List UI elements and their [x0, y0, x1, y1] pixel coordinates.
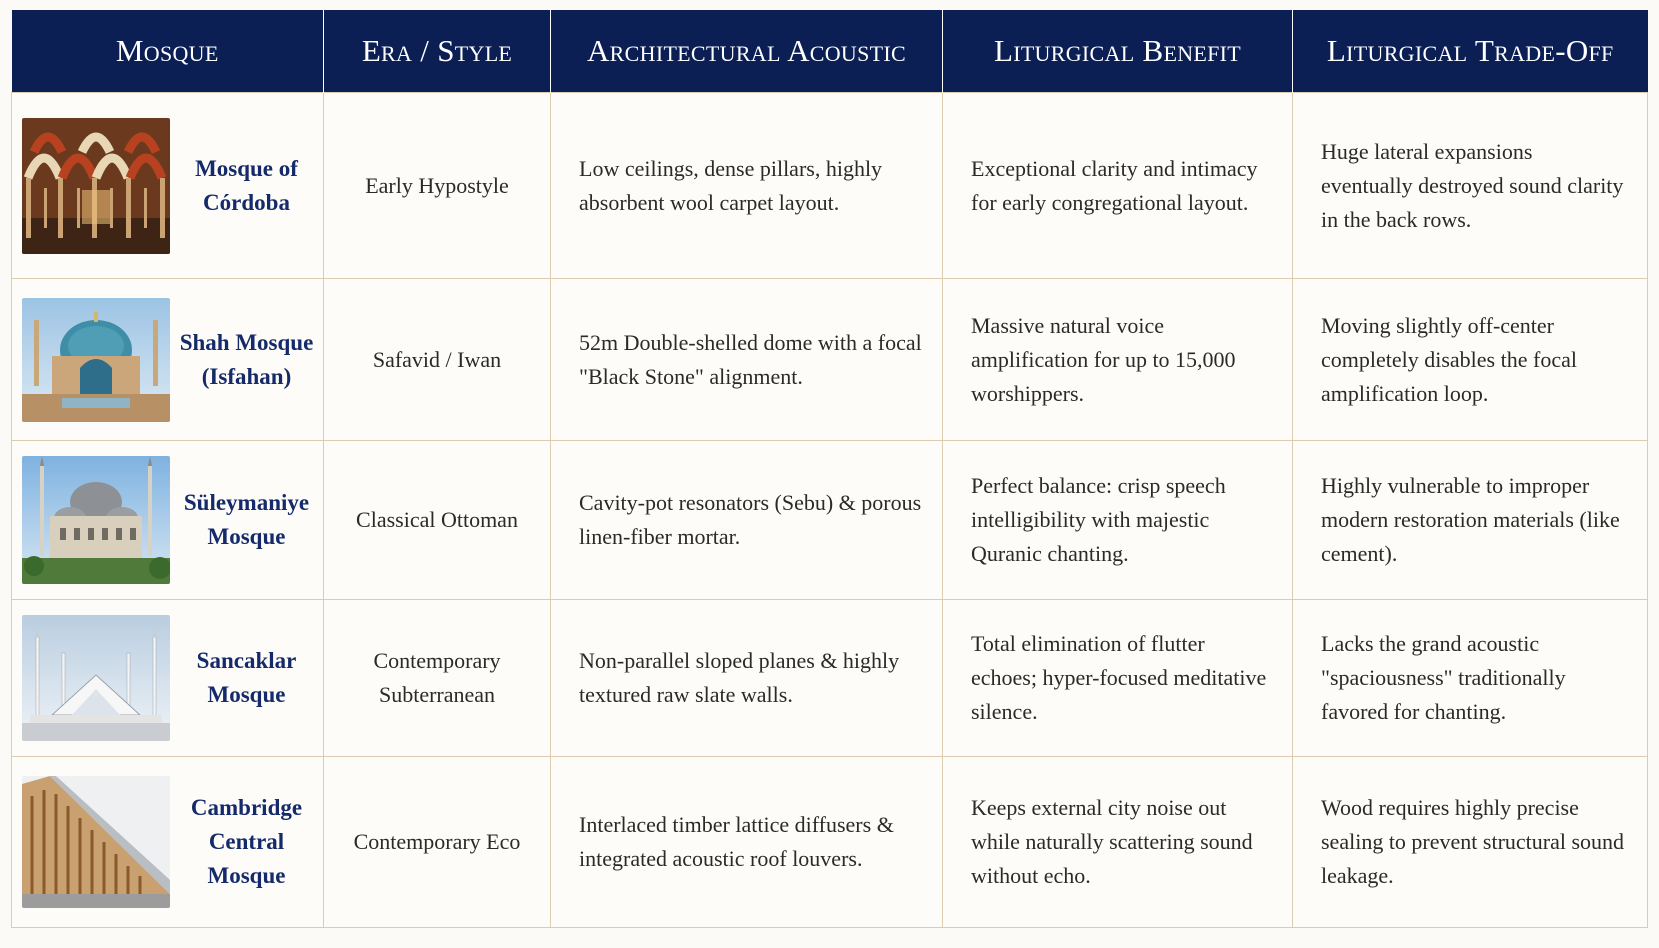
mosque-cell: [12, 757, 324, 928]
cambridge-mosque-image: [22, 776, 170, 908]
era-cell: [324, 441, 551, 600]
era-line1: Contemporary: [373, 648, 501, 673]
era-line1: Classical Ottoman: [356, 507, 518, 532]
header-era-style: Era / Style: [324, 10, 551, 93]
header-liturgical-trade-off: Liturgical Trade-Off: [1293, 10, 1648, 93]
tradeoff-cell: Huge lateral expansions eventually destroyed sound clarity in the back rows.: [1293, 93, 1648, 279]
mosque-cell: [12, 600, 324, 757]
mosque-acoustics-table: [11, 10, 1648, 928]
comparison-table-wrapper: [11, 10, 1647, 927]
table-row: [12, 279, 1648, 441]
benefit-cell: Total elimination of flutter echoes; hyper-focused meditative silence.: [943, 600, 1293, 757]
tradeoff-cell: Lacks the grand acoustic "spaciousness" traditionally favored for chanting.: [1293, 600, 1648, 757]
tradeoff-cell: Highly vulnerable to improper modern restoration materials (like cement).: [1293, 441, 1648, 600]
acoustic-cell: Cavity-pot resonators (Sebu) & porous linen-fiber mortar.: [551, 441, 943, 600]
era-cell: [324, 93, 551, 279]
header-liturgical-benefit: Liturgical Benefit: [943, 10, 1293, 93]
acoustic-cell: Interlaced timber lattice diffusers & integrated acoustic roof louvers.: [551, 757, 943, 928]
era-line1: Safavid / Iwan: [372, 346, 502, 372]
era-cell: [324, 600, 551, 757]
mosque-name-line1: Süleymaniye: [183, 490, 310, 515]
table-row: [12, 757, 1648, 928]
mosque-name-line1: Sancaklar: [196, 648, 297, 673]
header-mosque: Mosque: [12, 10, 324, 93]
header-row: [12, 10, 1648, 93]
tradeoff-cell: Moving slightly off-center completely disables the focal amplification loop.: [1293, 279, 1648, 441]
benefit-cell: Keeps external city noise out while naturally scattering sound without echo.: [943, 757, 1293, 928]
acoustic-cell: Low ceilings, dense pillars, highly absorbent wool carpet layout.: [551, 93, 943, 279]
era-line2: Subterranean: [378, 682, 496, 707]
acoustic-cell: Non-parallel sloped planes & highly textured raw slate walls.: [551, 600, 943, 757]
table-row: [12, 600, 1648, 757]
tradeoff-cell: Wood requires highly precise sealing to prevent structural sound leakage.: [1293, 757, 1648, 928]
table-row: [12, 93, 1648, 279]
mosque-name-line2: (Isfahan): [201, 363, 292, 389]
header-architectural-acoustic: Architectural Acoustic: [551, 10, 943, 93]
benefit-cell: Massive natural voice amplification for up to 15,000 worshippers.: [943, 279, 1293, 441]
mosque-cell: [12, 441, 324, 600]
benefit-cell: Exceptional clarity and intimacy for early congregational layout.: [943, 93, 1293, 279]
shah-mosque-image: [22, 298, 170, 422]
era-cell: [324, 279, 551, 441]
suleymaniye-mosque-image: [22, 456, 170, 584]
mosque-name-line1: Cambridge: [190, 795, 303, 820]
acoustic-cell: 52m Double-shelled dome with a focal "Black Stone" alignment.: [551, 279, 943, 441]
mosque-name-line2: Córdoba: [203, 189, 290, 215]
sancaklar-mosque-image: [22, 615, 170, 741]
mosque-name-line2: Mosque: [207, 524, 286, 549]
table-row: [12, 441, 1648, 600]
mosque-cell: [12, 93, 324, 279]
era-line1: Contemporary Eco: [353, 829, 521, 854]
cordoba-arches-image: [22, 118, 170, 254]
mosque-name-line2: Central Mosque: [207, 829, 286, 888]
mosque-name-line2: Mosque: [207, 682, 286, 707]
mosque-name-line1: Mosque of: [195, 155, 298, 181]
benefit-cell: Perfect balance: crisp speech intelligibility with majestic Quranic chanting.: [943, 441, 1293, 600]
era-line1: Early Hypostyle: [365, 172, 509, 198]
mosque-cell: [12, 279, 324, 441]
mosque-name-line1: Shah Mosque: [179, 329, 314, 355]
era-cell: [324, 757, 551, 928]
